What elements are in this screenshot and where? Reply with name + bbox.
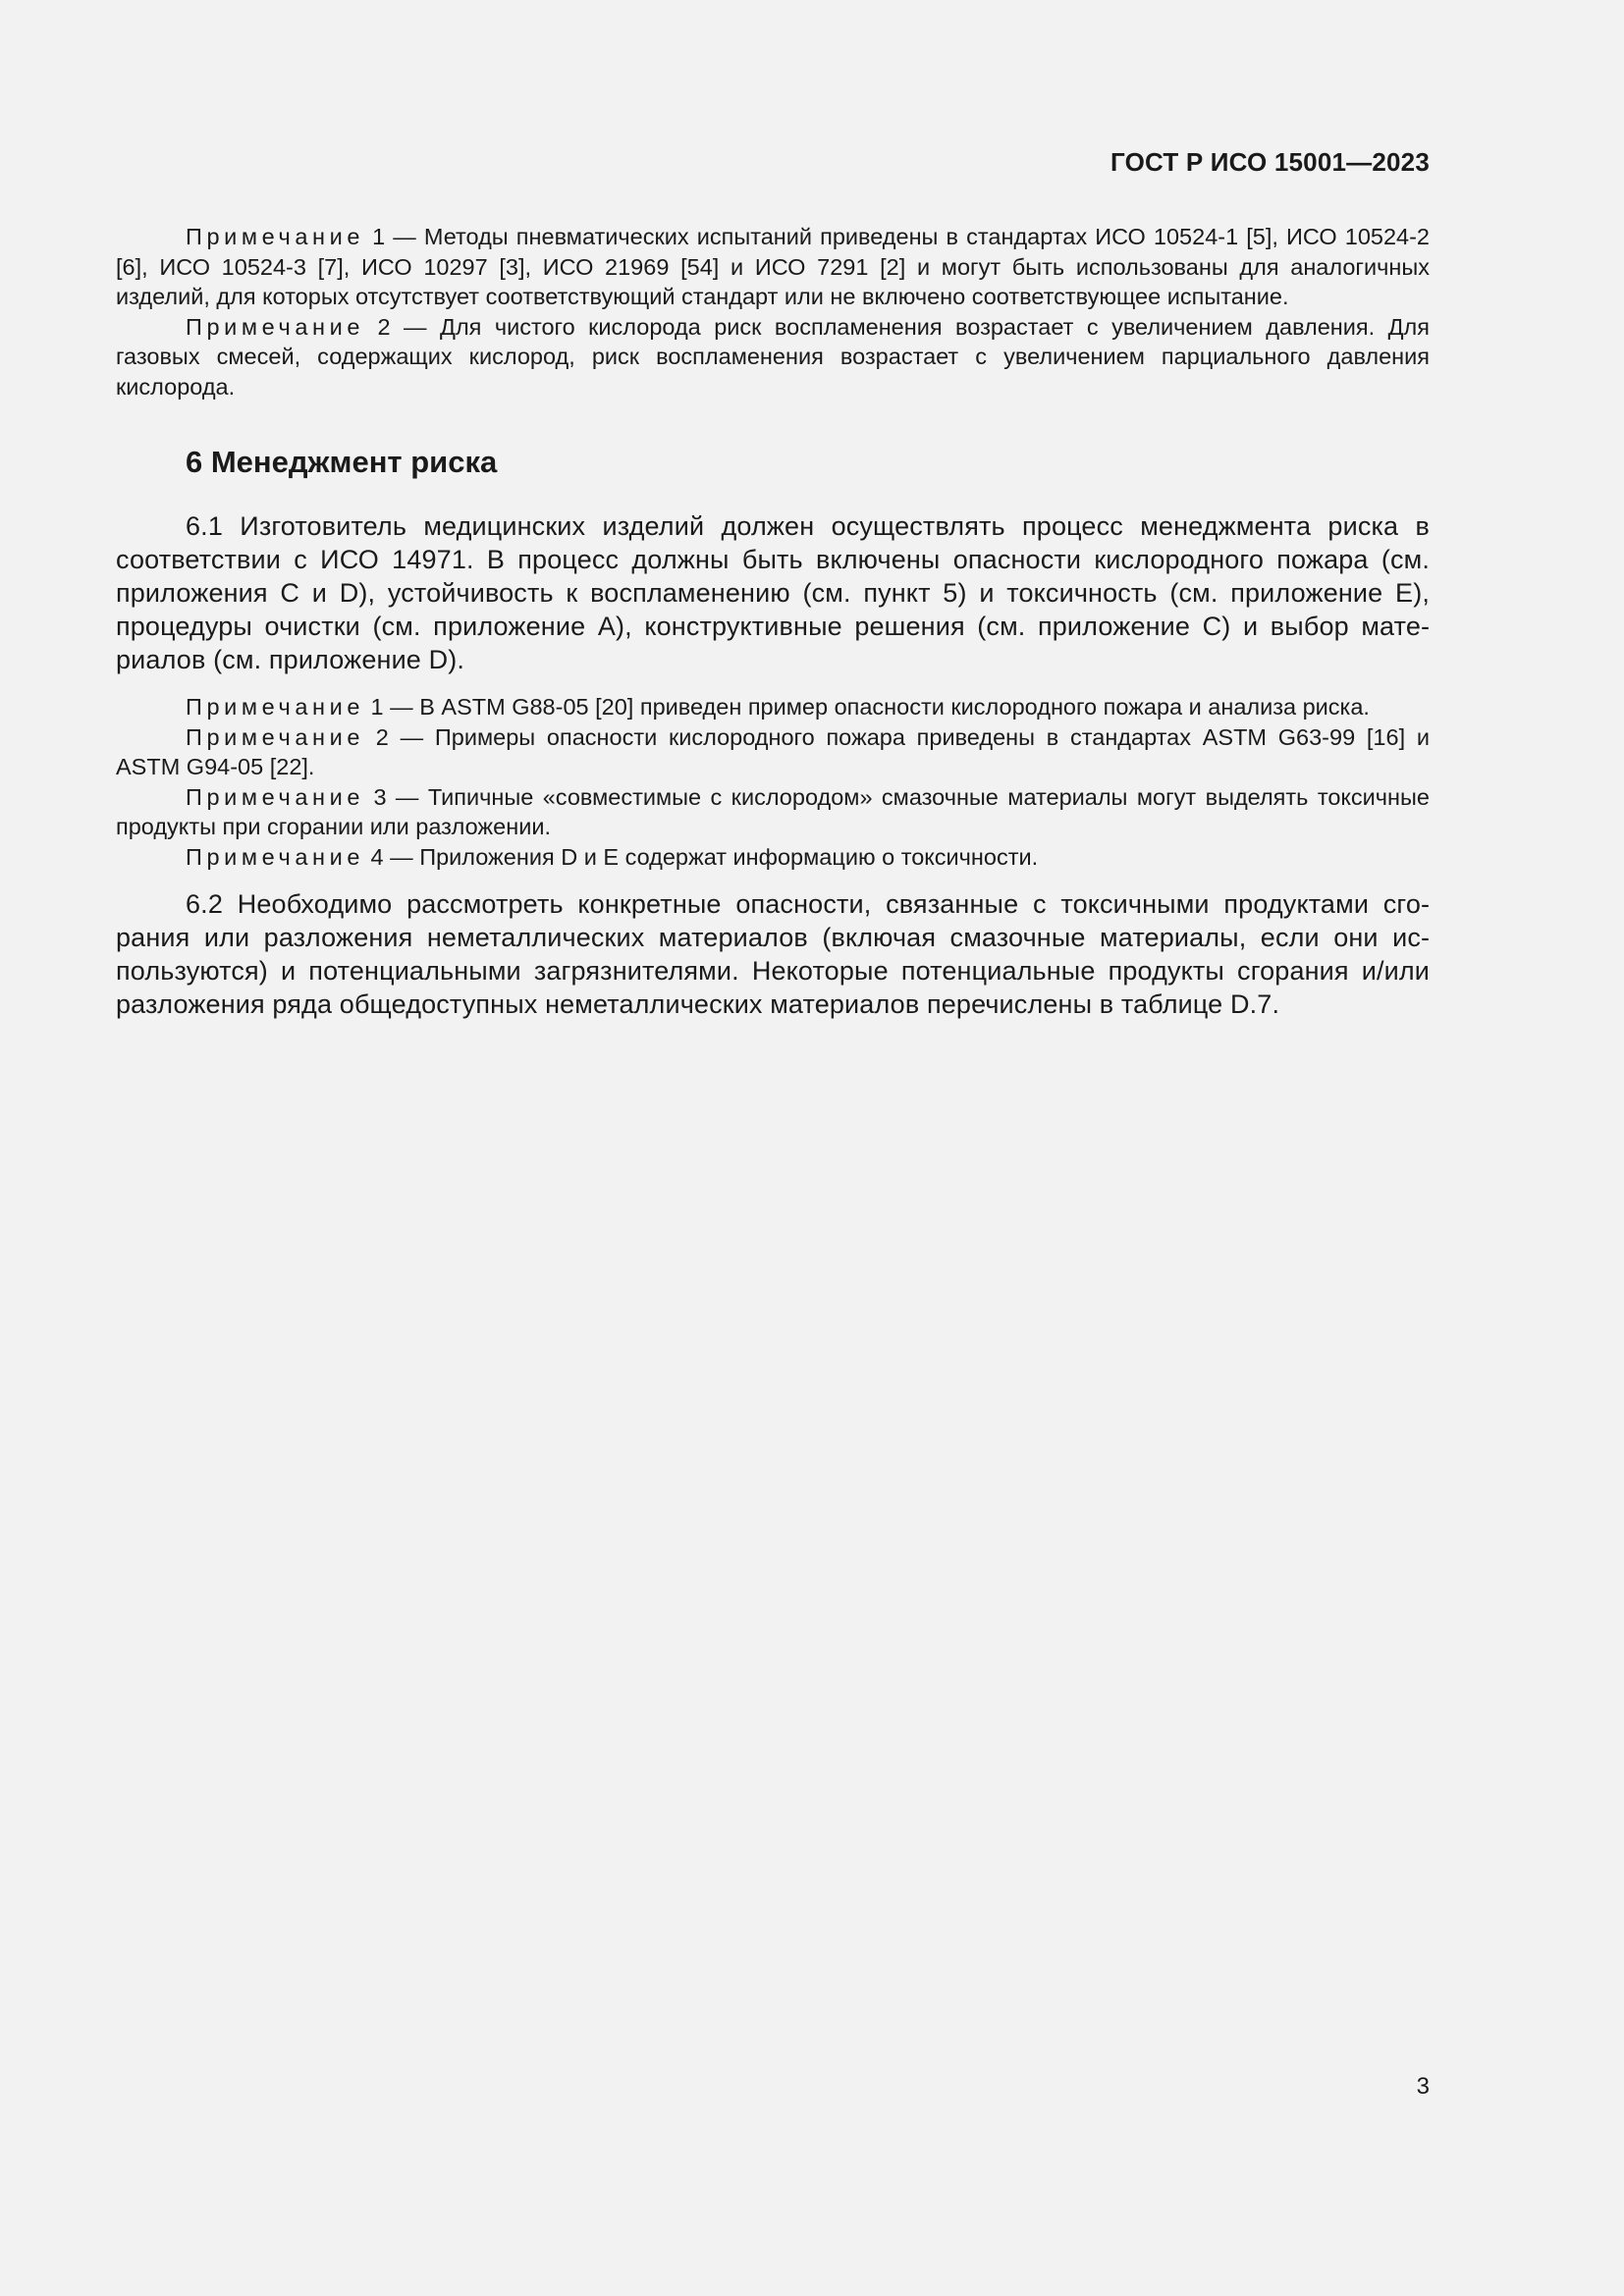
notes-block-top [116,222,1430,401]
note-item [116,222,1430,312]
document-header: ГОСТ Р ИСО 15001—2023 [1110,147,1430,177]
paragraph-6-2: 6.2 Необходимо рассмотреть конкретные опасности, связанные с токсичными продуктами сгорания или разложения неметаллических материалов (включая смазочные материалы, если они используются) и потенциальными загрязнителями. Некоторые потенциальные продукты сгорания и/или разложения ряда общедоступных неметаллических материалов перечислены в таблице D.7. [116,889,1430,1019]
note-text: 3 — Типичные «совместимые с кислородом» смазочные материалы могут выделять токсичные продукты при сгорании или разложении. [116,783,1430,839]
note-text: 4 — Приложения D и Е содержат информацию о токсичности. [364,843,1039,870]
note-label: Примечание [186,694,365,720]
notes-block-mid [116,692,1430,872]
note-text: 1 — В ASTM G88-05 [20] приведен пример опасности кислородного пожара и анализа риска. [364,694,1370,720]
note-item [116,692,1430,722]
note-text: 2 — Для чистого кислорода риск воспламенения возрастает с увеличением давления. Для газовых смесей, содержащих кислород, риск воспламенения возрастает с увеличением парциального давления кислорода. [116,313,1430,400]
note-label: Примечание [186,723,365,750]
note-label: Примечание [186,783,365,810]
note-text: 2 — Примеры опасности кислородного пожара приведены в стандартах ASTM G63-99 [16] и ASTM G94-05 [22]. [116,723,1430,779]
note-item [116,312,1430,402]
page-content [116,222,1430,1037]
note-label: Примечание [186,313,365,340]
note-item [116,842,1430,873]
section-title: 6 Менеджмент риска [186,445,498,479]
page-number: 3 [1416,2073,1430,2100]
note-item [116,782,1430,842]
paragraph-6-1: 6.1 Изготовитель медицинских изделий должен осуществлять процесс менеджмента риска в соответствии с ИСО 14971. В процесс должны быть включены опасности кислородного пожара (см. приложения С и D), устойчивость к воспламенению (см. пункт 5) и токсичность (см. приложение Е), процедуры очистки (см. приложение А), конструктивные решения (см. приложение С) и выбор материалов (см. приложение D). [116,511,1430,674]
note-label: Примечание [186,843,365,870]
note-item [116,722,1430,782]
note-label: Примечание [186,224,365,249]
note-text: 1 — Методы пневматических испытаний приведены в стандартах ИСО 10524-1 [5], ИСО 10524-2 [6], ИСО 10524-3 [7], ИСО 10297 [3], ИСО 21969 [54] и ИСО 7291 [2] и могут быть использованы для аналогичных изделий, для которых отсутствует соответствующий стандарт или не включено соответствующее испытание. [116,224,1430,309]
